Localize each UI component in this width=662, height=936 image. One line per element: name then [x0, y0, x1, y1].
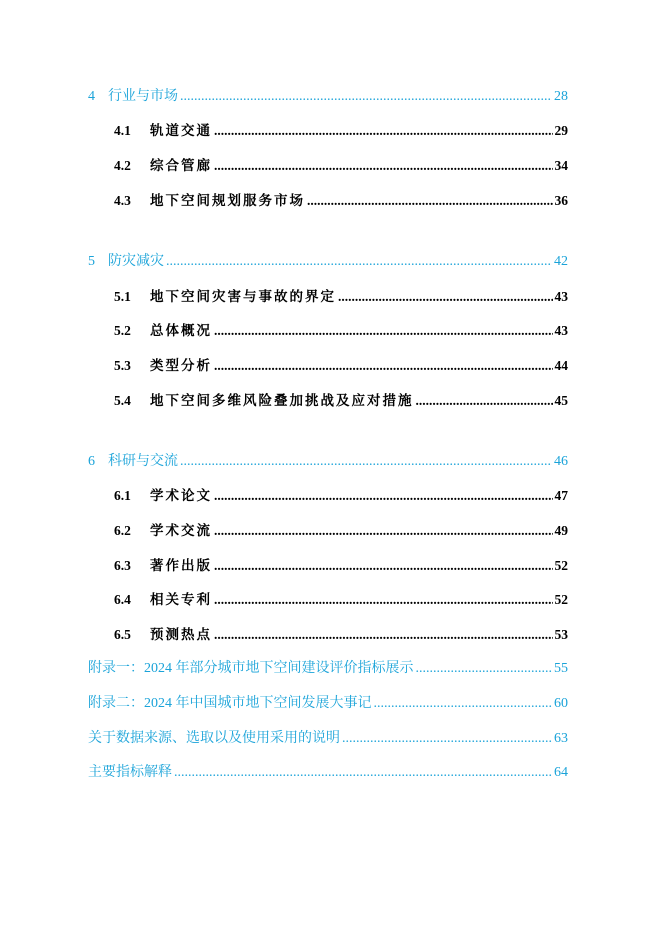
toc-number: 5.4: [114, 393, 131, 408]
toc-section-6-2[interactable]: [114, 520, 568, 542]
toc-number: 6.1: [114, 488, 131, 503]
toc-number: 5.1: [114, 289, 131, 304]
toc-section-6-3[interactable]: [114, 555, 568, 577]
toc-page-number: 43: [554, 323, 568, 338]
dot-leader: [214, 120, 553, 142]
toc-title: 防灾减灾: [108, 254, 164, 269]
toc-title: 类型分析: [150, 358, 212, 373]
toc-section-6-1[interactable]: [114, 485, 568, 507]
toc-page-number: 60: [554, 696, 568, 711]
dot-leader: [214, 485, 553, 507]
toc-page-number: 34: [554, 158, 568, 173]
toc-title: 学术论文: [150, 488, 212, 503]
dot-leader: [416, 658, 553, 680]
dot-leader: [180, 451, 552, 473]
toc-indicator-explanations[interactable]: [88, 762, 568, 784]
toc-title: 科研与交流: [108, 454, 178, 469]
toc-section-5-1[interactable]: [114, 286, 568, 308]
toc-page-number: 28: [554, 89, 568, 104]
toc-number: 6.5: [114, 627, 131, 642]
toc-title: 地下空间多维风险叠加挑战及应对措施: [150, 393, 414, 408]
toc-page-number: 52: [554, 558, 568, 573]
toc-title: 关于数据来源、选取以及使用采用的说明: [88, 731, 340, 746]
toc-section-5-2[interactable]: [114, 320, 568, 342]
toc-section-5-4[interactable]: [114, 390, 568, 412]
toc-title: 总体概况: [150, 323, 212, 338]
toc-title: 轨道交通: [150, 123, 212, 138]
toc-page-number: 36: [554, 193, 568, 208]
toc-number: 4.2: [114, 158, 131, 173]
dot-leader: [214, 155, 553, 177]
toc-page-number: 55: [554, 661, 568, 676]
toc-title: 著作出版: [150, 558, 212, 573]
toc-page-number: 49: [554, 523, 568, 538]
toc-section-6-4[interactable]: [114, 589, 568, 611]
dot-leader: [338, 286, 553, 308]
toc-chapter-4[interactable]: [88, 86, 568, 108]
toc-page-number: 64: [554, 765, 568, 780]
toc-page-number: 52: [554, 592, 568, 607]
dot-leader: [214, 589, 553, 611]
toc-title: 地下空间灾害与事故的界定: [150, 289, 336, 304]
toc-page-number: 63: [554, 731, 568, 746]
dot-leader: [174, 762, 552, 784]
toc-number: 4: [88, 89, 95, 104]
toc-page-number: 46: [554, 454, 568, 469]
toc-title: 地下空间规划服务市场: [150, 193, 305, 208]
toc-chapter-6[interactable]: [88, 451, 568, 473]
toc-number: 5.3: [114, 358, 131, 373]
toc-title: 附录二：2024 年中国城市地下空间发展大事记: [88, 696, 372, 711]
toc-number: 4.1: [114, 123, 131, 138]
toc-title: 综合管廊: [150, 158, 212, 173]
toc-title: 预测热点: [150, 627, 212, 642]
toc-data-notes[interactable]: [88, 728, 568, 750]
dot-leader: [166, 251, 552, 273]
toc-number: 6: [88, 454, 95, 469]
toc-page-number: 42: [554, 254, 568, 269]
toc-number: 6.3: [114, 558, 131, 573]
toc-title: 附录一：2024 年部分城市地下空间建设评价指标展示: [88, 661, 414, 676]
toc-number: 6.2: [114, 523, 131, 538]
dot-leader: [342, 728, 552, 750]
toc-appendix-1[interactable]: [88, 658, 568, 680]
toc-number: 5.2: [114, 323, 131, 338]
dot-leader: [214, 555, 553, 577]
toc-title: 学术交流: [150, 523, 212, 538]
dot-leader: [180, 86, 552, 108]
dot-leader: [214, 320, 553, 342]
dot-leader: [214, 355, 553, 377]
dot-leader: [307, 190, 553, 212]
toc-title: 主要指标解释: [88, 765, 172, 780]
toc-section-5-3[interactable]: [114, 355, 568, 377]
dot-leader: [416, 390, 553, 412]
toc-page-number: 29: [554, 123, 568, 138]
toc-number: 5: [88, 254, 95, 269]
toc-page-number: 47: [554, 488, 568, 503]
toc-number: 6.4: [114, 592, 131, 607]
dot-leader: [374, 693, 553, 715]
dot-leader: [214, 520, 553, 542]
toc-title: 行业与市场: [108, 89, 178, 104]
toc-page-number: 53: [554, 627, 568, 642]
toc-section-4-3[interactable]: [114, 190, 568, 212]
toc-number: 4.3: [114, 193, 131, 208]
toc-section-4-2[interactable]: [114, 155, 568, 177]
dot-leader: [214, 624, 553, 646]
toc-section-6-5[interactable]: [114, 624, 568, 646]
toc-page-number: 45: [554, 393, 568, 408]
toc-section-4-1[interactable]: [114, 120, 568, 142]
toc-page-number: 44: [554, 358, 568, 373]
toc-page-number: 43: [554, 289, 568, 304]
toc-appendix-2[interactable]: [88, 693, 568, 715]
toc-chapter-5[interactable]: [88, 251, 568, 273]
toc-title: 相关专利: [150, 592, 212, 607]
